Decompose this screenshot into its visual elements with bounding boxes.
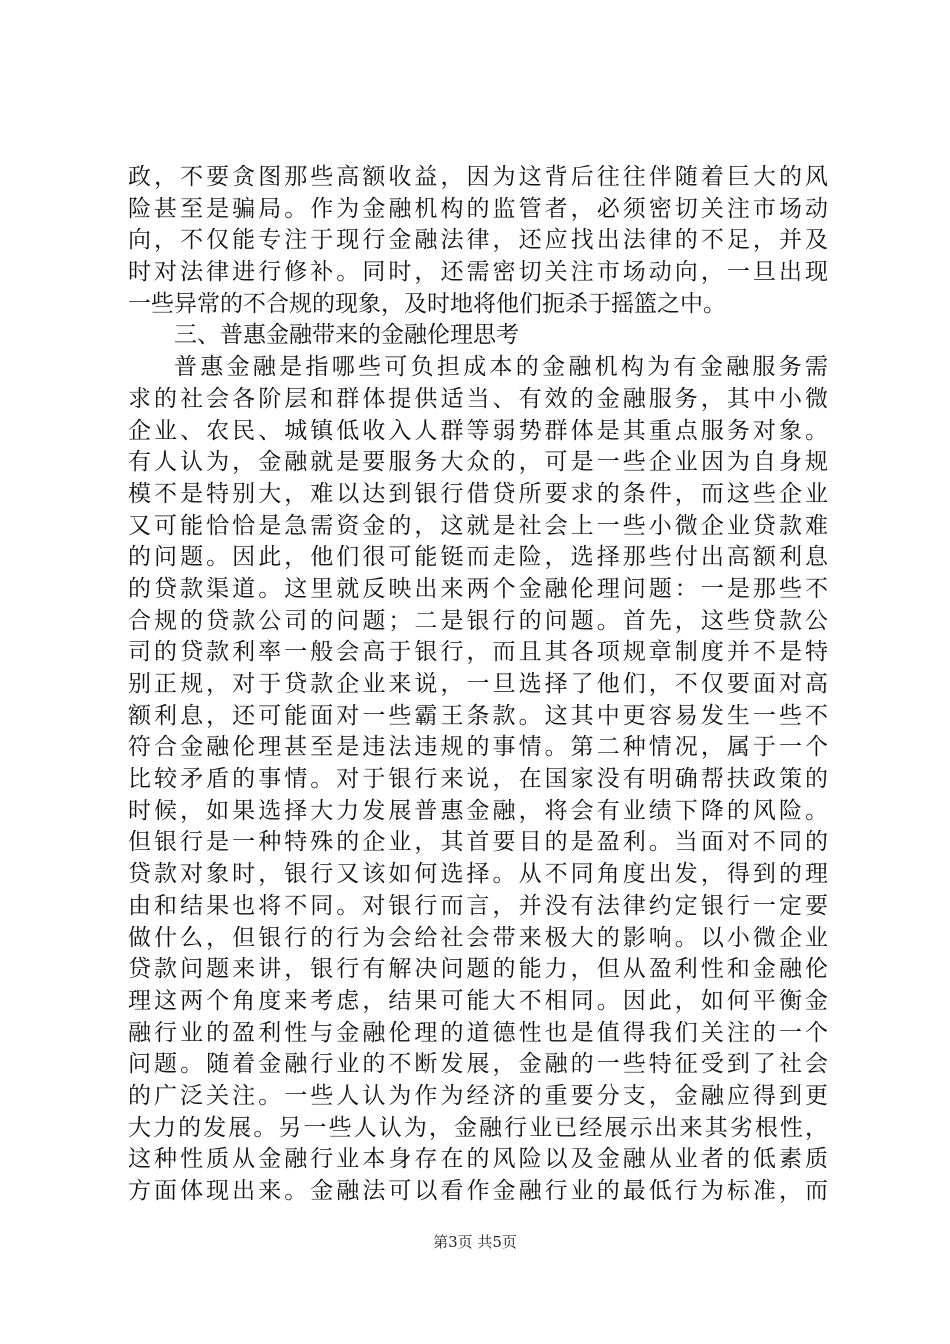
text-line: 时候，如果选择大力发展普惠金融，将会有业绩下降的风险。: [128, 797, 828, 824]
text-line: 但银行是一种特殊的企业，其首要目的是盈利。当面对不同的: [128, 829, 828, 856]
text-line: 政，不要贪图那些高额收益，因为这背后往往伴随着巨大的风: [128, 164, 828, 190]
text-line: 方面体现出来。金融法可以看作金融行业的最低行为标准，而: [128, 1178, 828, 1204]
text-line: 贷款对象时，银行又该如何选择。从不同角度出发，得到的理: [128, 861, 828, 888]
text-line: 别正规，对于贷款企业来说，一旦选择了他们，不仅要面对高: [128, 671, 828, 697]
text-line: 的广泛关注。一些人认为作为经济的重要分支，金融应得到更: [128, 1082, 828, 1109]
text-line: 问题。随着金融行业的不断发展，金融的一些特征受到了社会: [128, 1051, 828, 1078]
text-line: 这种性质从金融行业本身存在的风险以及金融从业者的低素质: [128, 1146, 828, 1173]
text-line: 求的社会各阶层和群体提供适当、有效的金融服务，其中小微: [128, 385, 828, 412]
paragraph-continuation: [128, 162, 828, 320]
text-line: 做什么，但银行的行为会给社会带来极大的影响。以小微企业: [128, 924, 828, 951]
text-line: 由和结果也将不同。对银行而言，并没有法律约定银行一定要: [128, 892, 828, 919]
text-line: 企业、农民、城镇低收入人群等弱势群体是其重点服务对象。: [128, 417, 828, 444]
text-line: 模不是特别大，难以达到银行借贷所要求的条件，而这些企业: [128, 480, 828, 507]
text-line: 又可能恰恰是急需资金的，这就是社会上一些小微企业贷款难: [128, 512, 828, 539]
text-line: 有人认为，金融就是要服务大众的，可是一些企业因为自身规: [128, 449, 828, 476]
text-line: 的问题。因此，他们很可能铤而走险，选择那些付出高额利息: [128, 544, 828, 571]
document-body: [128, 162, 828, 1208]
text-line: 大力的发展。另一些人认为，金融行业已经展示出来其劣根性，: [128, 1114, 828, 1141]
text-line: 普惠金融是指哪些可负担成本的金融机构为有金融服务需: [174, 354, 828, 381]
text-line: 合规的贷款公司的问题；二是银行的问题。首先，这些贷款公: [128, 607, 828, 634]
text-line: 向，不仅能专注于现行金融法律，还应找出法律的不足，并及: [128, 227, 828, 254]
page-number-footer: 第3页 共5页: [433, 1233, 517, 1251]
text-line: 比较矛盾的事情。对于银行来说，在国家没有明确帮扶政策的: [128, 766, 828, 793]
text-line: 理这两个角度来考虑，结果可能大不相同。因此，如何平衡金: [128, 987, 828, 1014]
text-line: 司的贷款利率一般会高于银行，而且其各项规章制度并不是特: [128, 639, 828, 666]
text-line: 险甚至是骗局。作为金融机构的监管者，必须密切关注市场动: [128, 195, 828, 222]
text-line: 贷款问题来讲，银行有解决问题的能力，但从盈利性和金融伦: [128, 956, 828, 983]
text-line: 时对法律进行修补。同时，还需密切关注市场动向，一旦出现: [128, 259, 828, 286]
text-line: 融行业的盈利性与金融伦理的道德性也是值得我们关注的一个: [128, 1019, 828, 1046]
section-heading: 三、普惠金融带来的金融伦理思考: [174, 322, 519, 349]
text-line: 额利息，还可能面对一些霸王条款。这其中更容易发生一些不: [128, 702, 828, 729]
text-line: 一些异常的不合规的现象，及时地将他们扼杀于摇篮之中。: [128, 290, 726, 317]
paragraph-body: [128, 352, 828, 1208]
text-line: 符合金融伦理甚至是违法违规的事情。第二种情况，属于一个: [128, 734, 828, 761]
text-line: 的贷款渠道。这里就反映出来两个金融伦理问题：一是那些不: [128, 575, 828, 602]
